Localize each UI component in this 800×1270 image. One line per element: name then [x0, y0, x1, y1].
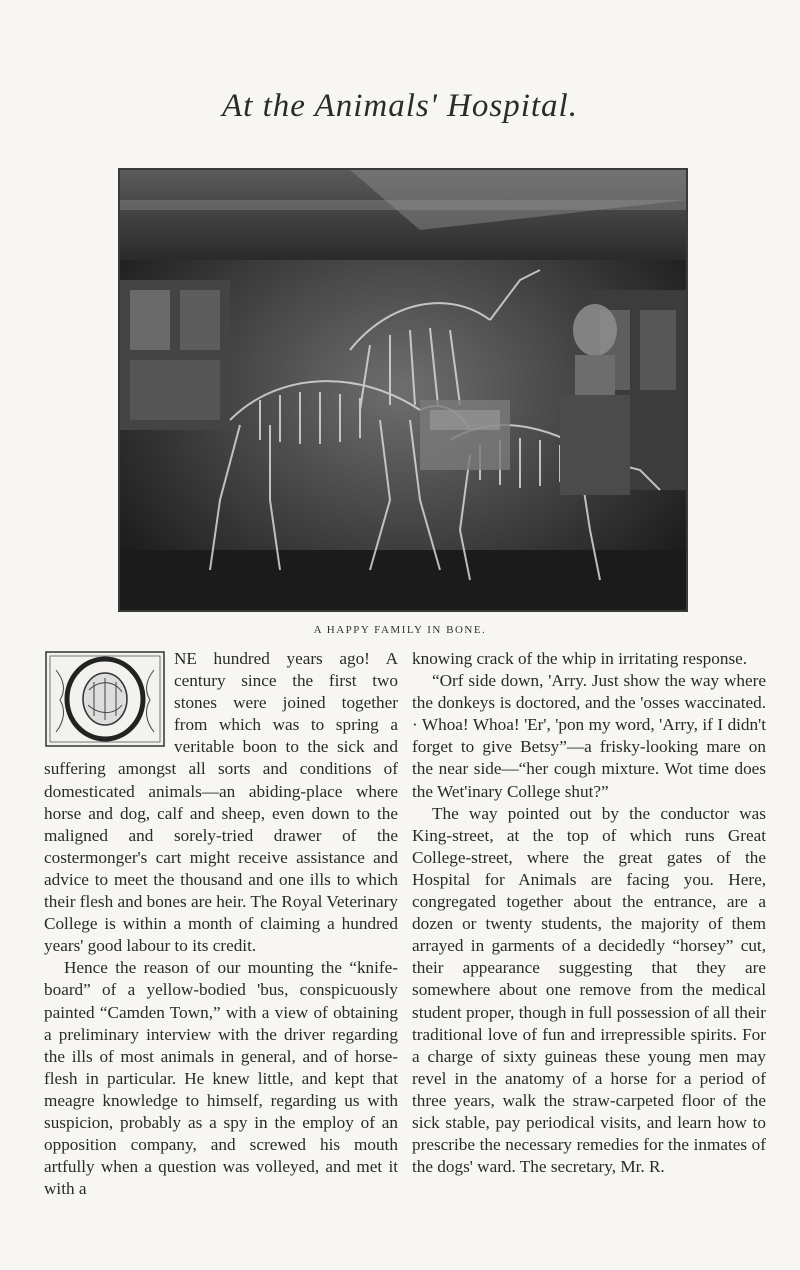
left-column — [44, 648, 398, 1200]
skeleton-photograph — [118, 168, 688, 612]
drop-cap — [44, 650, 166, 748]
right-column — [412, 648, 766, 1178]
paragraph: NE hundred years ago! A century since the first two stones were joined together from which was to spring a veritable boon to the sick and suffering amongst all sorts and conditions of domesticated animals—an abiding-place where horse and dog, calf and sheep, even down to the maligned and sorely-tried drawer of the costermonger's cart might receive assistance and advice to meet the thousand and one ills to which their flesh and bones are heir. The Royal Veterinary College is within a month of claiming a hundred years' good labour to its credit. — [44, 649, 398, 956]
page-title: At the Animals' Hospital. — [222, 88, 578, 124]
paragraph: knowing crack of the whip in irritating response. — [412, 649, 748, 668]
plate-caption: A HAPPY FAMILY IN BONE. — [313, 624, 487, 636]
paragraph: “Orf side down, 'Arry. Just show the way where the donkeys is doctored, and the 'osses waccinated. · Whoa! Whoa! 'Er', 'pon my word, 'Arry, if I didn't forget to give Betsy”—a frisky-looking mare on the near side—“her cough mixture. Wot time does the Wet'inary College shut?” — [412, 671, 766, 801]
paragraph: The way pointed out by the conductor was King-street, at the top of which runs Great College-street, where the great gates of the Hospital for Animals are facing you. Here, congregated together about the entrance, are a dozen or twenty students, the majority of them arrayed in garments of a decidedly “horsey” cut, their appearance suggesting that they are somewhere about one remove from the medical student proper, though in full possession of all their traditional love of fun and irrepressible spirits. For a charge of sixty guineas these young men may revel in the anatomy of a horse for a period of three years, walk the straw-carpeted floor of the sick stable, pay periodical visits, and learn how to prescribe the necessary remedies for the inmates of the dogs' ward. The secretary, Mr. R. — [412, 803, 766, 1177]
paragraph: Hence the reason of our mounting the “knife-board” of a yellow-bodied 'bus, conspicuously painted “Camden Town,” with a view of obtaining a preliminary interview with the driver regarding the ills of most animals in general, and of horse-flesh in particular. He knew little, and kept that meagre knowledge to himself, regarding us with suspicion, probably as a spy in the employ of an opposition company, and screwed his mouth artfully when a question was volleyed, and met it with a — [44, 958, 398, 1199]
